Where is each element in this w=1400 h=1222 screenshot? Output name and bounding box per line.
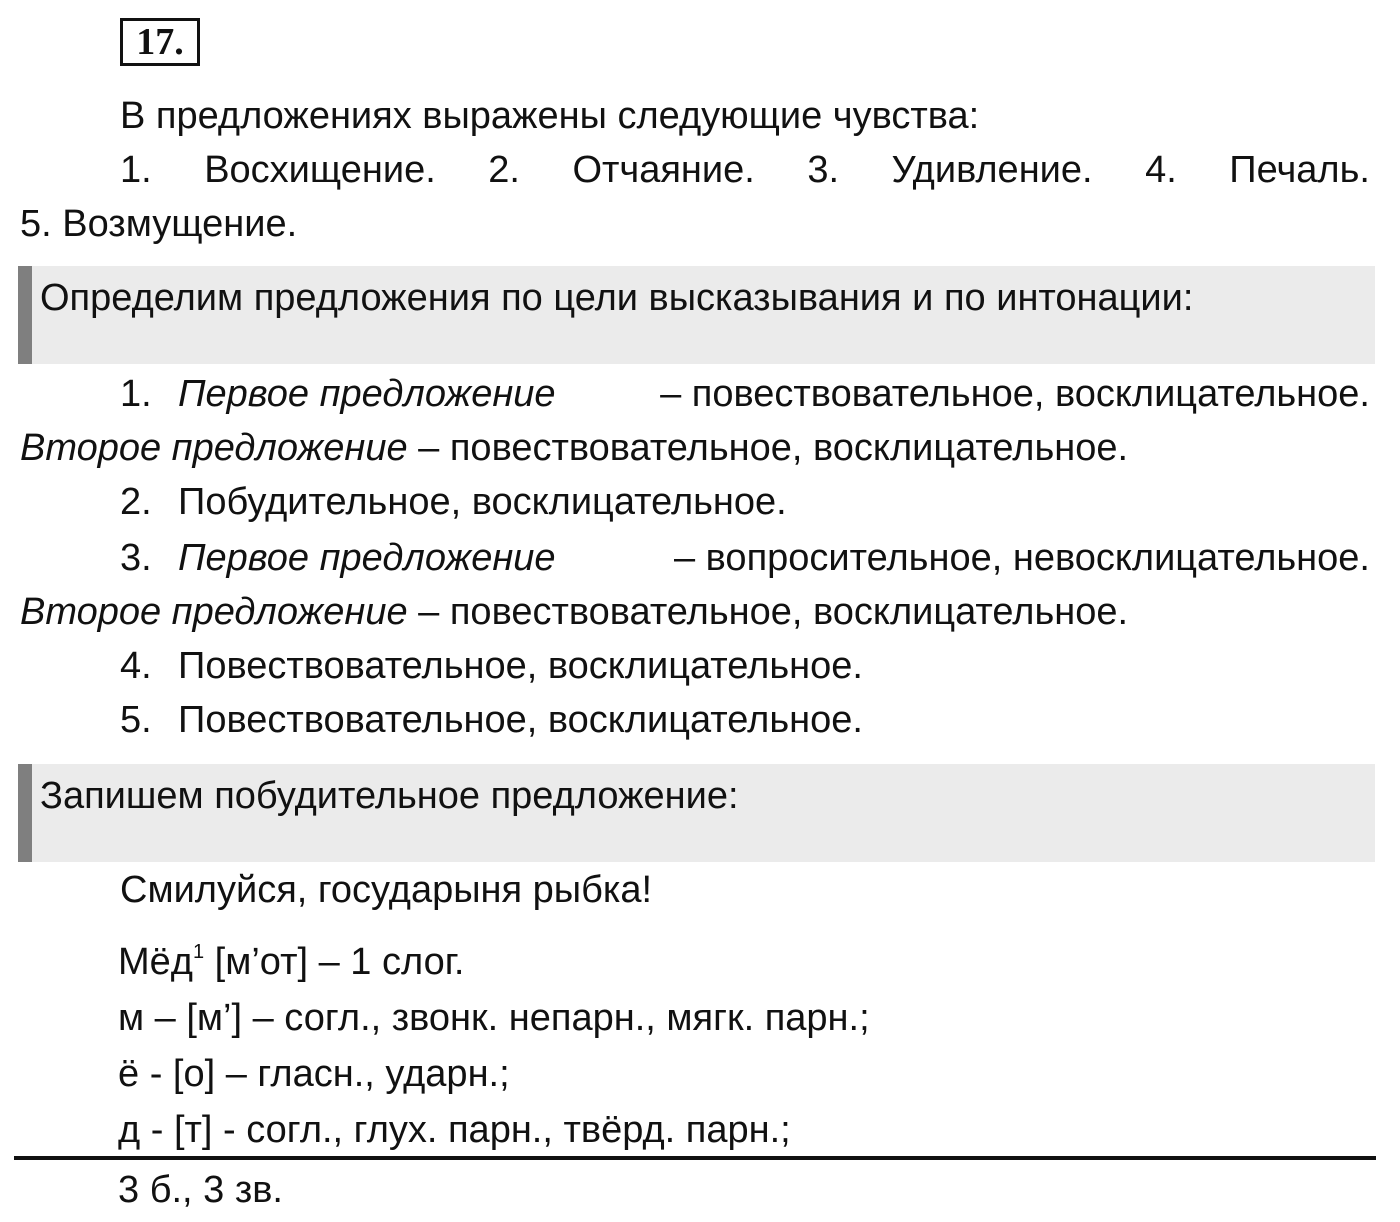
section-title: Определим предложения по цели высказывания и по интонации:: [40, 277, 1194, 319]
feeling-number: 4.: [1145, 149, 1177, 191]
list-item-number: 2.: [120, 481, 152, 523]
list-item-number: 4.: [120, 645, 152, 687]
feelings-line-2: 5. Возмущение.: [20, 203, 298, 245]
feeling-text: Восхищение.: [204, 149, 436, 191]
section-header-band: [18, 266, 1375, 364]
list-item: [120, 644, 863, 688]
phoneme-line: д - [т] - согл., глух. парн., твёрд. парн.;: [118, 1109, 791, 1151]
feeling-text: Удивление.: [891, 149, 1093, 191]
intro-heading: В предложениях выражены следующие чувства:: [120, 95, 980, 137]
phonetic-word-line: [118, 940, 465, 984]
list-item-content: [120, 372, 556, 416]
list-item-description: Повествовательное, восклицательное.: [178, 645, 863, 687]
feeling-text: Отчаяние.: [572, 149, 755, 191]
phoneme-line: ё - [о] – гласн., ударн.;: [118, 1053, 510, 1095]
sentence-label: Первое предложение: [178, 373, 556, 415]
phonetic-transcription: [м’от] – 1 слог.: [204, 941, 465, 983]
list-item-description: – повествовательное, восклицательное.: [660, 373, 1370, 415]
imperative-sentence: Смилуйся, государыня рыбка!: [120, 869, 653, 911]
list-item: [120, 698, 863, 742]
list-item-content: [120, 536, 556, 580]
footnote-marker: 1: [192, 941, 205, 963]
list-item: [120, 536, 1370, 580]
sentence-label: Первое предложение: [178, 537, 556, 579]
section-header-band: [18, 764, 1375, 862]
section-title: Запишем побудительное предложение:: [40, 775, 739, 817]
list-item-continuation: [20, 426, 1128, 470]
feeling-text: Печаль.: [1229, 149, 1370, 191]
letters-sounds-summary: 3 б., 3 зв.: [118, 1169, 283, 1211]
list-item-description: – повествовательное, восклицательное.: [407, 427, 1129, 469]
list-item-description: Повествовательное, восклицательное.: [178, 699, 863, 741]
list-item-description: – вопросительное, невосклицательное.: [673, 537, 1370, 579]
feeling-number: 2.: [488, 149, 520, 191]
list-item: [120, 480, 787, 524]
list-item: [120, 372, 1370, 416]
task-number: 17.: [120, 18, 200, 66]
feeling-number: 1.: [120, 149, 152, 191]
list-item-number: 1.: [120, 373, 152, 415]
sentence-label: Второе предложение: [20, 427, 408, 469]
list-item-description: Побудительное, восклицательное.: [178, 481, 787, 523]
list-item-description: – повествовательное, восклицательное.: [407, 591, 1129, 633]
list-item-number: 5.: [120, 699, 152, 741]
phoneme-line: м – [м’] – согл., звонк. непарн., мягк. парн.;: [118, 997, 870, 1039]
sentence-label: Второе предложение: [20, 591, 408, 633]
list-item-continuation: [20, 590, 1128, 634]
feeling-number: 3.: [807, 149, 840, 191]
list-item-number: 3.: [120, 537, 152, 579]
divider-line: [14, 1156, 1376, 1160]
feelings-line-1: [120, 148, 1370, 192]
phonetic-word: Мёд: [118, 941, 193, 983]
